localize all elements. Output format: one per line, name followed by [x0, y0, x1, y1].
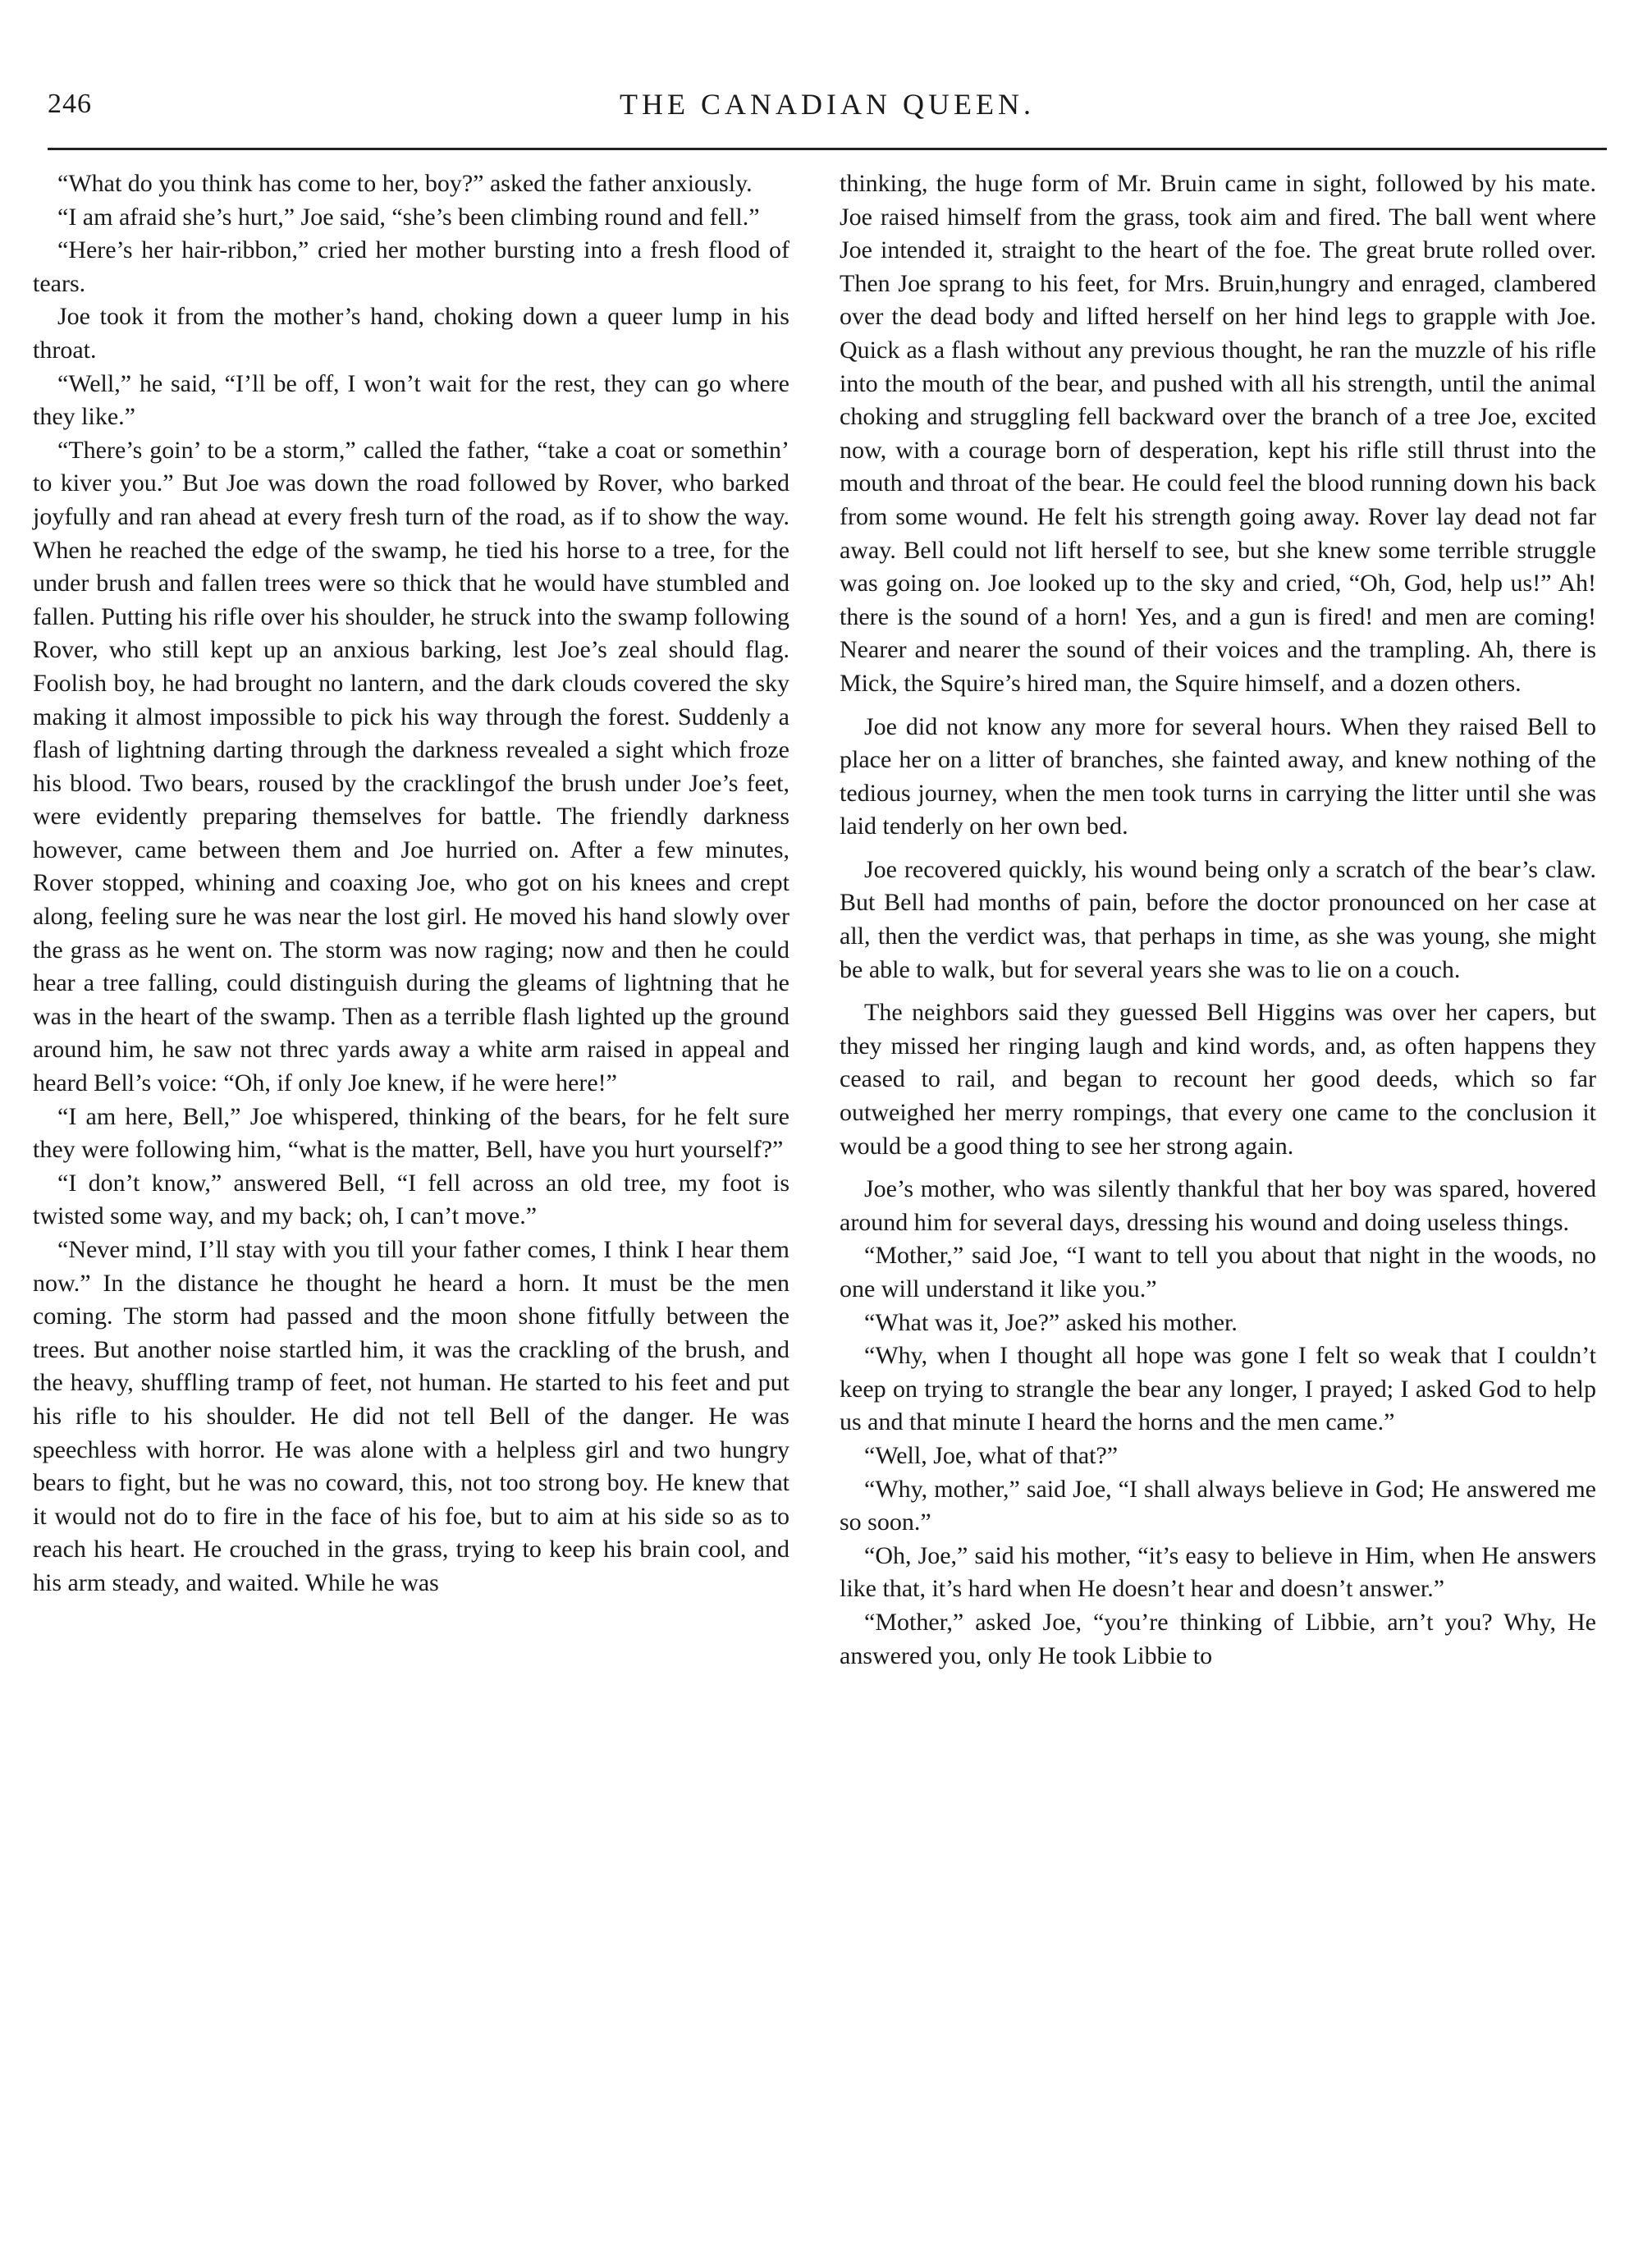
paragraph: “Mother,” asked Joe, “you’re thinking of Libbie, arn’t you? Why, He answered you, only He took Libbie to [840, 1608, 1596, 1669]
running-head: THE CANADIAN QUEEN. [620, 88, 1035, 121]
header-rule [48, 148, 1607, 150]
left-column [33, 167, 789, 1600]
page-number: 246 [48, 89, 92, 119]
paragraph: “Well,” he said, “I’ll be off, I won’t wait for the rest, they can go where they like.” [33, 369, 789, 431]
paragraph: “Mother,” said Joe, “I want to tell you about that night in the woods, no one will understand it like you.” [840, 1242, 1596, 1302]
paragraph: Joe recovered quickly, his wound being only a scratch of the bear’s claw. But Bell had months of pain, before the doctor pronounced on her case at all, then the verdict was, that perhaps in time, as she was young, she might be able to walk, but for several years she was to lie on a couch. [840, 855, 1596, 983]
paragraph: thinking, the huge form of Mr. Bruin came in sight, followed by his mate. Joe raised himself from the grass, took aim and fired. The ball went where Joe intended it, straight to the heart of the foe. The great brute rolled over. Then Joe sprang to his feet, for Mrs. Bruin,hungry and enraged, clambered over the dead body and lifted herself on her hind legs to grapple with Joe. Quick as a flash without any previous thought, he ran the muzzle of his rifle into the mouth of the bear, and pushed with all his strength, until the animal choking and struggling fell backward over the branch of a tree Joe, excited now, with a courage born of desperation, kept his rifle still thrust into the mouth and throat of the bear. He could feel the blood running down his back from some wound. He felt his strength going away. Rover lay dead not far away. Bell could not lift herself to see, but she knew some terrible struggle was going on. Joe looked up to the sky and cried, “Oh, God, help us!” Ah! there is the sound of a horn! Yes, and a gun is fired! and men are coming! Nearer and nearer the sound of their voices and the trampling. Ah, there is Mick, the Squire’s hired man, the Squire himself, and a dozen others. [840, 170, 1596, 697]
page-header [48, 82, 1607, 131]
paragraph: Joe’s mother, who was silently thankful that her boy was spared, hovered around him for several days, dressing his wound and doing useless things. [840, 1175, 1596, 1236]
paragraph: “There’s goin’ to be a storm,” called the father, “take a coat or somethin’ to kiver you.” But Joe was down the road followed by Rover, who barked joyfully and ran ahead at every fresh turn of the road, as if to show the way. When he reached the edge of the swamp, he tied his horse to a tree, for the under brush and fallen trees were so thick that he would have stumbled and fallen. Putting his rifle over his shoulder, he struck into the swamp following Rover, who still kept up an anxious barking, lest Joe’s zeal should flag. Foolish boy, he had brought no lantern, and the dark clouds covered the sky making it almost impossible to pick his way through the forest. Suddenly a flash of lightning darting through the darkness revealed a sight which froze his blood. Two bears, roused by the cracklingof the brush under Joe’s feet, were evidently preparing themselves for battle. The friendly darkness however, came between them and Joe hurried on. After a few minutes, Rover stopped, whining and coaxing Joe, who got on his knees and crept along, feeling sure he was near the lost girl. He moved his hand slowly over the grass as he went on. The storm was now raging; now and then he could hear a tree falling, could distinguish during the gleams of lightning that he was in the heart of the swamp. Then as a terrible flash lighted up the ground around him, he saw not threc yards away a white arm raised in appeal and heard Bell’s voice: “Oh, if only Joe knew, if he were here!” [33, 436, 789, 1097]
paragraph: The neighbors said they guessed Bell Higgins was over her capers, but they missed her ringing laugh and kind words, and, as often happens they ceased to rail, and began to recount her good deeds, which so far outweighed her merry rompings, that every one came to the conclusion it would be a good thing to see her strong again. [840, 999, 1596, 1160]
paragraph: “I am here, Bell,” Joe whispered, thinking of the bears, for he felt sure they were following him, “what is the matter, Bell, have you hurt yourself?” [33, 1102, 789, 1164]
paragraph: “Why, mother,” said Joe, “I shall always believe in God; He answered me so soon.” [840, 1475, 1596, 1536]
paragraph: “Oh, Joe,” said his mother, “it’s easy to believe in Him, when He answers like that, it’s hard when He doesn’t hear and doesn’t answer.” [840, 1541, 1596, 1603]
paragraph: “Never mind, I’ll stay with you till your father comes, I think I hear them now.” In the distance he thought he heard a horn. It must be the men coming. The storm had passed and the moon shone fitfully between the trees. But another noise startled him, it was the crackling of the brush, and the heavy, shuffling tramp of feet, not human. He started to his feet and put his rifle to his shoulder. He did not tell Bell of the danger. He was speechless with horror. He was alone with a helpless girl and two hungry bears to fight, but he was no coward, this, not too strong boy. He knew that it would not do to fire in the face of his foe, but to aim at his side so as to reach his heart. He crouched in the grass, trying to keep his brain cool, and his arm steady, and waited. While he was [33, 1236, 789, 1596]
paragraph: “I am afraid she’s hurt,” Joe said, “she’s been climbing round and fell.” [57, 203, 760, 231]
paragraph: “I don’t know,” answered Bell, “I fell across an old tree, my foot is twisted some way, and my back; oh, I can’t move.” [33, 1169, 789, 1230]
paragraph: Joe did not know any more for several hours. When they raised Bell to place her on a litter of branches, she fainted away, and knew nothing of the tedious journey, when the men took turns in carrying the litter until she was laid tenderly on her own bed. [840, 712, 1596, 840]
paragraph: “Well, Joe, what of that?” [864, 1441, 1119, 1469]
paragraph: Joe took it from the mother’s hand, choking down a queer lump in his throat. [33, 303, 789, 364]
right-column [840, 167, 1596, 1673]
paragraph: “What do you think has come to her, boy?” asked the father anxiously. [57, 170, 753, 197]
paragraph: “Here’s her hair-ribbon,” cried her mother bursting into a fresh flood of tears. [33, 236, 789, 297]
paragraph: “What was it, Joe?” asked his mother. [864, 1308, 1238, 1336]
paragraph: “Why, when I thought all hope was gone I felt so weak that I couldn’t keep on trying to strangle the bear any longer, I prayed; I asked God to help us and that minute I heard the horns and the men came.” [840, 1342, 1596, 1436]
